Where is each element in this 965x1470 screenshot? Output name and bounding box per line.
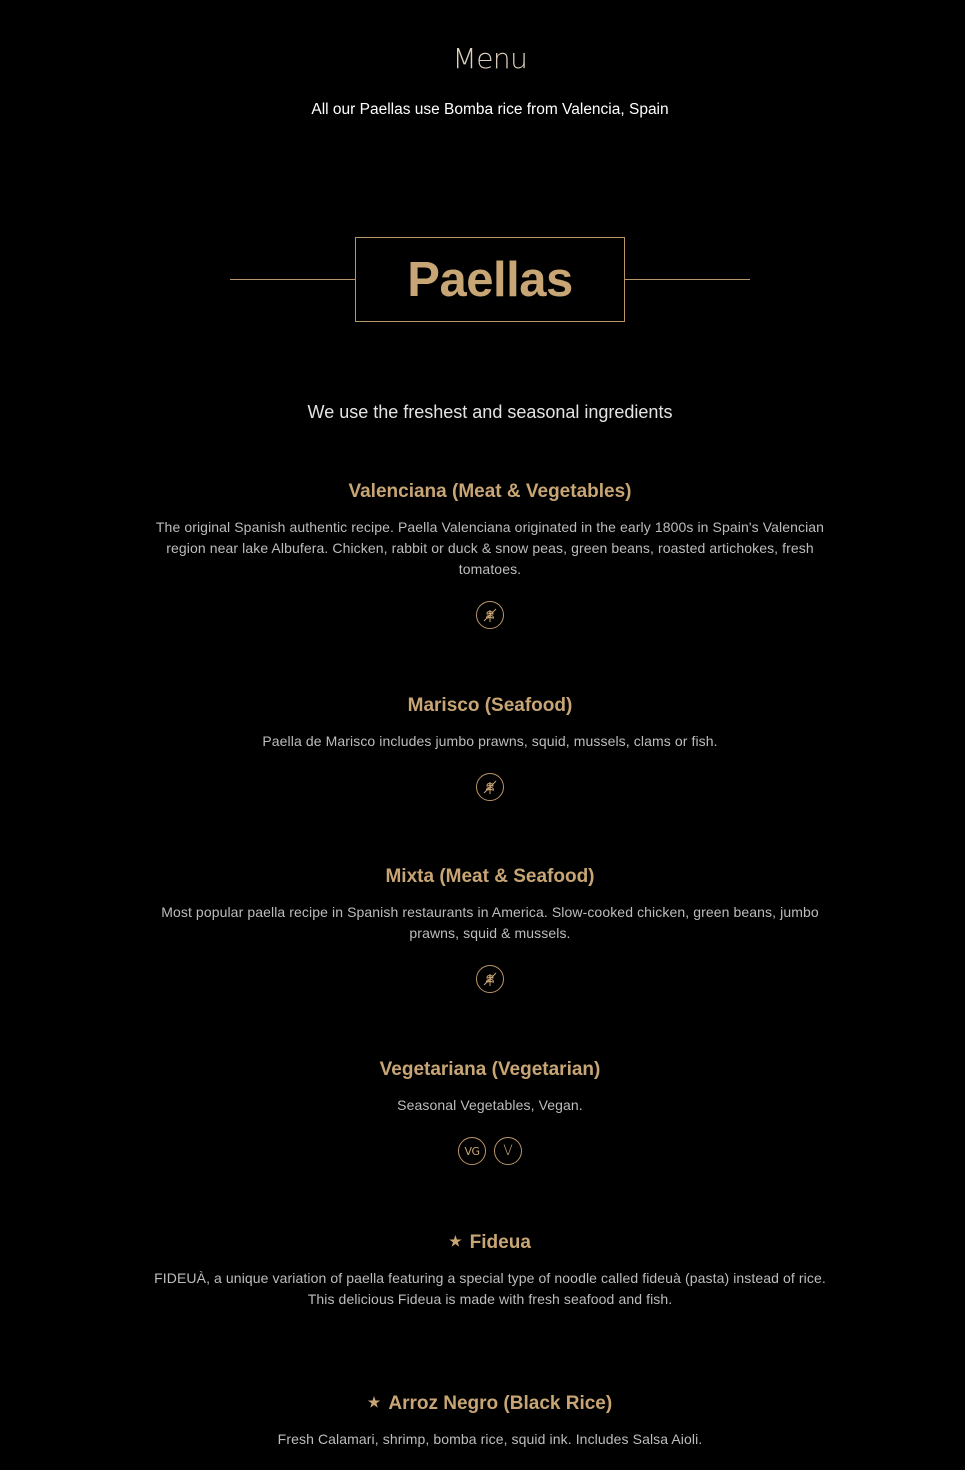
item-name: Valenciana (Meat & Vegetables) xyxy=(348,481,632,502)
menu-item xyxy=(140,1230,840,1310)
star-icon: ★ xyxy=(449,1233,462,1249)
section-title: Paellas xyxy=(407,252,573,307)
item-name: Vegetariana (Vegetarian) xyxy=(379,1059,601,1080)
section-header xyxy=(230,237,750,322)
dietary-badges xyxy=(140,965,840,993)
item-name: Fideua xyxy=(469,1232,531,1253)
item-description: Fresh Calamari, shrimp, bomba rice, squid ink. Includes Salsa Aioli. xyxy=(277,1431,703,1447)
item-name: Marisco (Seafood) xyxy=(407,695,573,716)
section-title-box xyxy=(355,237,625,322)
menu-item xyxy=(140,1059,840,1165)
menu-item xyxy=(140,1391,840,1450)
item-description: FIDEUÀ, a unique variation of paella featuring a special type of noodle called fideuà (pasta) instead of rice. This delicious Fideua is made with fresh seafood and fish. xyxy=(154,1270,826,1307)
item-description: Most popular paella recipe in Spanish restaurants in America. Slow-cooked chicken, green beans, jumbo prawns, squid & mussels. xyxy=(161,904,819,941)
divider-left xyxy=(230,279,355,280)
star-icon: ★ xyxy=(367,1394,381,1410)
item-name: Mixta (Meat & Seafood) xyxy=(385,866,595,887)
section-tagline: We use the freshest and seasonal ingredients xyxy=(307,402,673,422)
gluten-free-icon xyxy=(476,965,504,993)
item-name: Arroz Negro (Black Rice) xyxy=(388,1393,613,1414)
item-description: Paella de Marisco includes jumbo prawns, squid, mussels, clams or fish. xyxy=(262,733,718,749)
item-name-row xyxy=(140,1391,840,1415)
dietary-badges xyxy=(140,773,840,801)
dietary-badges xyxy=(140,1137,840,1165)
divider-right xyxy=(625,279,750,280)
dietary-badges xyxy=(140,601,840,629)
vegetarian-icon: V xyxy=(494,1137,522,1165)
gluten-free-icon xyxy=(476,773,504,801)
menu-item xyxy=(140,695,840,801)
vegan-icon: VG xyxy=(458,1137,486,1165)
menu-item xyxy=(140,866,840,993)
item-description: The original Spanish authentic recipe. Paella Valenciana originated in the early 1800s in Spain's Valencian region near lake Albufera. Chicken, rabbit or duck & snow peas, green beans, roasted artichokes, fresh tomatoes. xyxy=(155,519,825,577)
item-name-row xyxy=(140,1230,840,1254)
page-title: Menu xyxy=(452,42,528,75)
gluten-free-icon xyxy=(476,601,504,629)
item-description: Seasonal Vegetables, Vegan. xyxy=(397,1097,583,1113)
page-subtitle: All our Paellas use Bomba rice from Valencia, Spain xyxy=(311,101,669,118)
menu-item xyxy=(140,481,840,629)
